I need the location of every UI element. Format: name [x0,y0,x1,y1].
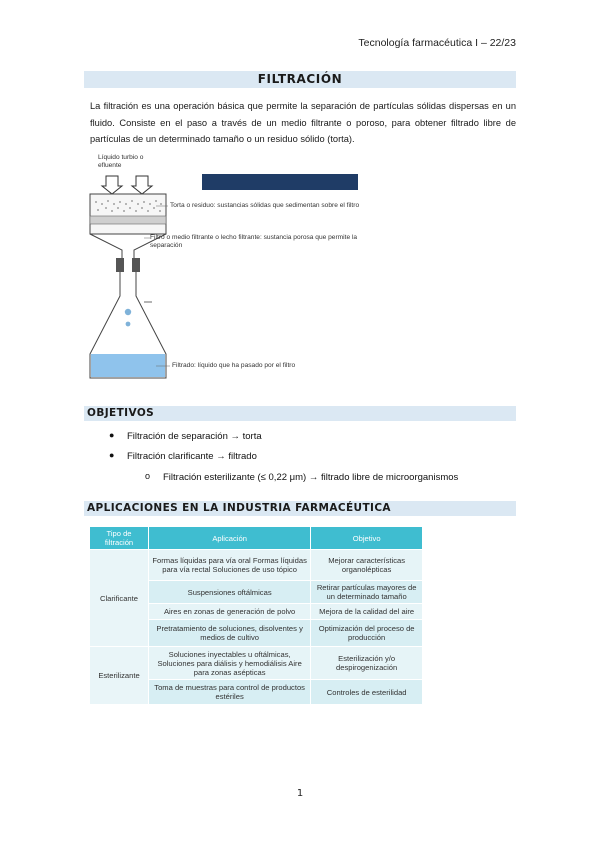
category-clarificante: Clarificante [90,550,149,647]
filtration-diagram [86,146,386,386]
table-cell-aplicacion: Toma de muestras para control de productos estériles [149,680,311,705]
document-header: Tecnología farmacéutica I – 22/23 [358,37,516,49]
table-cell-aplicacion: Suspensiones oftálmicas [149,581,311,604]
objetivo-subitem [145,471,459,483]
filtration-diagram-svg [86,146,386,386]
objetivo-item-1 [109,430,262,442]
category-esterilizante: Esterilizante [90,647,149,705]
table-row [90,647,423,680]
table-cell-objetivo: Retirar partículas mayores de un determinado tamaño [311,581,423,604]
label-liquid-turbio: Líquido turbio o efluente [98,154,144,169]
table-cell-objetivo: Controles de esterilidad [311,680,423,705]
aplicaciones-bar [84,501,516,516]
filtrate-liquid [91,354,165,377]
table-cell-aplicacion: Pretratamiento de soluciones, disolventes y medios de cultivo [149,620,311,647]
page-title: FILTRACIÓN [257,72,343,86]
droplet-1 [125,309,131,315]
label-filtrado: Filtrado: líquido que ha pasado por el filtro [172,362,296,369]
diagram-dark-bar [202,174,358,190]
header-aplicacion: Aplicación [149,527,311,550]
droplet-2 [126,322,131,327]
objetivo-item-1-text: Filtración de separación → torta [127,431,262,442]
bullet-icon: ● [109,450,115,460]
label-torta: Torta o residuo: sustancias sólidas que sedimentan sobre el filtro [170,202,360,209]
aplicaciones-table [89,526,423,705]
bullet-icon: ● [109,430,115,440]
table-cell-objetivo: Mejorar características organolépticas [311,550,423,581]
inflow-arrow-right-icon [132,176,152,194]
inflow-arrow-left-icon [102,176,122,194]
intro-paragraph: La filtración es una operación básica que permite la separación de partículas sólidas dispersas en un fluido. Consiste en el paso a través de un medio filtrante o poroso, para obtener filtrado libre de partículas de un determinado tamaño o un residuo sólido (torta). [90,101,516,144]
objetivo-item-2 [109,450,257,462]
table-cell-objetivo: Esterilización y/o despirogenización [311,647,423,680]
stopper-right [132,258,140,272]
stopper-left [116,258,124,272]
table-header-row [90,527,423,550]
table-cell-objetivo: Mejora de la calidad del aire [311,604,423,620]
label-medio-filtrante: Filtro o medio filtrante o lecho filtrante: sustancia porosa que permite la separación [150,234,358,249]
header-objetivo: Objetivo [311,527,423,550]
table-row [90,550,423,581]
page-number: 1 [296,788,304,799]
table-cell-aplicacion: Aires en zonas de generación de polvo [149,604,311,620]
objetivo-subitem-text: Filtración esterilizante (≤ 0,22 μm) → filtrado libre de microorganismos [163,472,459,483]
objetivos-bar [84,406,516,421]
objetivo-item-2-text: Filtración clarificante → filtrado [127,451,257,462]
sub-bullet-icon: o [145,471,151,481]
header-tipo: Tipo de filtración [90,527,149,550]
table-cell-objetivo: Optimización del proceso de producción [311,620,423,647]
aplicaciones-heading: APLICACIONES EN LA INDUSTRIA FARMACÉUTICA [87,502,391,514]
filter-medium [90,216,166,224]
objetivos-heading: OBJETIVOS [87,407,155,419]
funnel-body [90,194,166,234]
table-cell-aplicacion: Formas líquidas para vía oral Formas líquidas para vía rectal Soluciones de uso tópico [149,550,311,581]
table-cell-aplicacion: Soluciones inyectables u oftálmicas, Soluciones para diálisis y hemodiálisis Aire para zonas asépticas [149,647,311,680]
